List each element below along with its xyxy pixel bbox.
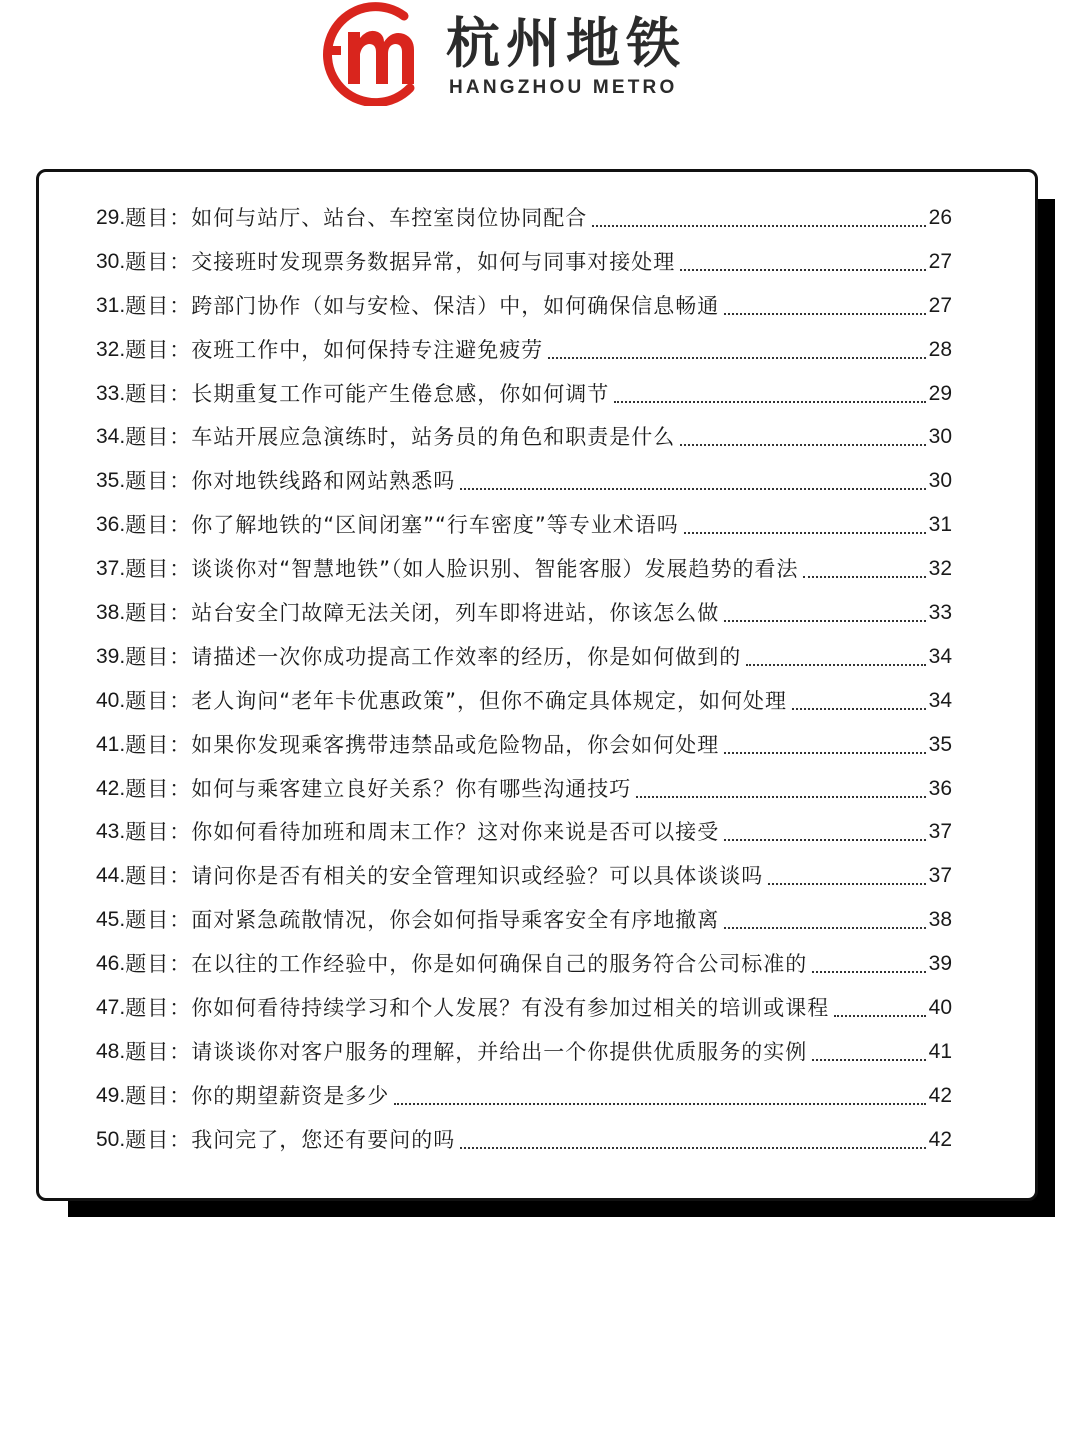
toc-entry-leader <box>724 600 925 626</box>
toc-entry[interactable] <box>96 547 952 591</box>
toc-entry-title: 如何与站厅、站台、车控室岗位协同配合 <box>191 205 588 230</box>
toc-entry[interactable] <box>96 767 952 811</box>
toc-entry-page: 39 <box>928 952 952 976</box>
toc-entry-title: 如果你发现乘客携带违禁品或危险物品，你会如何处理 <box>191 732 720 757</box>
toc-entry-title: 谈谈你对“智慧地铁”（如人脸识别、智能客服）发展趋势的看法 <box>191 557 799 582</box>
toc-entry-title: 面对紧急疏散情况，你会如何指导乘客安全有序地撤离 <box>191 908 720 933</box>
toc-entry-page: 27 <box>928 293 952 317</box>
toc-entry-leader <box>803 556 925 582</box>
toc-entry-title: 车站开展应急演练时，站务员的角色和职责是什么 <box>191 425 676 450</box>
toc-entry-leader <box>768 863 925 889</box>
toc-entry-label: 题目： <box>125 600 192 625</box>
toc-entry-leader <box>460 468 925 494</box>
toc-entry-title: 跨部门协作（如与安检、保洁）中，如何确保信息畅通 <box>191 293 720 318</box>
toc-entry-number: 43. <box>96 820 126 844</box>
toc-entry[interactable] <box>96 898 952 942</box>
toc-entry-number: 36. <box>96 513 126 537</box>
toc-entry-title: 请谈谈你对客户服务的理解，并给出一个你提供优质服务的实例 <box>191 1039 808 1064</box>
toc-entry-page: 42 <box>928 1127 952 1151</box>
toc-entry-label: 题目： <box>125 1083 192 1108</box>
toc-entry-number: 38. <box>96 600 126 624</box>
table-of-contents <box>96 196 952 1162</box>
toc-entry-label: 题目： <box>125 952 192 977</box>
toc-entry-number: 49. <box>96 1083 126 1107</box>
toc-entry-label: 题目： <box>125 995 192 1020</box>
toc-entry-label: 题目： <box>125 908 192 933</box>
toc-entry-title: 我问完了，您还有要问的吗 <box>191 1127 456 1152</box>
toc-entry-page: 30 <box>928 469 952 493</box>
toc-entry-title: 你如何看待持续学习和个人发展？有没有参加过相关的培训或课程 <box>191 995 830 1020</box>
toc-entry-title: 老人询问“老年卡优惠政策”，但你不确定具体规定，如何处理 <box>191 688 787 713</box>
toc-entry-title: 你了解地铁的“区间闭塞”“行车密度”等专业术语吗 <box>191 513 679 538</box>
toc-entry[interactable] <box>96 986 952 1030</box>
toc-entry[interactable] <box>96 942 952 986</box>
toc-entry-title: 在以往的工作经验中，你是如何确保自己的服务符合公司标准的 <box>191 952 808 977</box>
toc-entry-page: 37 <box>928 864 952 888</box>
toc-entry-leader <box>614 381 925 407</box>
toc-entry-page: 31 <box>928 513 952 537</box>
toc-entry[interactable] <box>96 240 952 284</box>
toc-entry-leader <box>724 819 925 845</box>
toc-entry-leader <box>592 205 925 231</box>
toc-entry-label: 题目： <box>125 820 192 845</box>
toc-entry-title: 请问你是否有相关的安全管理知识或经验？可以具体谈谈吗 <box>191 864 764 889</box>
toc-entry-page: 29 <box>928 381 952 405</box>
toc-entry-title: 夜班工作中，如何保持专注避免疲劳 <box>191 337 544 362</box>
toc-entry-leader <box>680 249 925 275</box>
toc-entry-leader <box>746 644 925 670</box>
toc-entry-page: 40 <box>928 995 952 1019</box>
toc-entry-page: 28 <box>928 337 952 361</box>
toc-entry[interactable] <box>96 679 952 723</box>
toc-entry-leader <box>680 424 925 450</box>
toc-entry-label: 题目： <box>125 381 192 406</box>
toc-entry-leader <box>812 1039 925 1065</box>
toc-entry-leader <box>548 337 925 363</box>
toc-entry-number: 50. <box>96 1127 126 1151</box>
toc-entry-number: 35. <box>96 469 126 493</box>
toc-entry-title: 你的期望薪资是多少 <box>191 1083 390 1108</box>
toc-entry[interactable] <box>96 284 952 328</box>
toc-entry-page: 36 <box>928 776 952 800</box>
toc-entry-label: 题目： <box>125 688 192 713</box>
toc-entry-label: 题目： <box>125 732 192 757</box>
toc-entry-page: 41 <box>928 1039 952 1063</box>
toc-entry-number: 47. <box>96 995 126 1019</box>
toc-entry[interactable] <box>96 591 952 635</box>
toc-entry-leader <box>724 907 925 933</box>
toc-entry-title: 站台安全门故障无法关闭，列车即将进站，你该怎么做 <box>191 600 720 625</box>
toc-entry-leader <box>460 1127 925 1153</box>
toc-entry-title: 如何与乘客建立良好关系？你有哪些沟通技巧 <box>191 776 632 801</box>
toc-entry[interactable] <box>96 854 952 898</box>
toc-entry-number: 48. <box>96 1039 126 1063</box>
toc-entry-number: 40. <box>96 688 126 712</box>
toc-entry-number: 32. <box>96 337 126 361</box>
toc-entry-leader <box>834 995 925 1021</box>
toc-entry-leader <box>724 293 925 319</box>
toc-entry-number: 45. <box>96 908 126 932</box>
logo-name-en: HANGZHOU METRO <box>449 77 678 98</box>
toc-entry-label: 题目： <box>125 644 192 669</box>
toc-entry[interactable] <box>96 328 952 372</box>
toc-entry-page: 27 <box>928 249 952 273</box>
toc-entry-title: 交接班时发现票务数据异常，如何与同事对接处理 <box>191 249 676 274</box>
toc-entry-number: 30. <box>96 249 126 273</box>
toc-entry[interactable] <box>96 810 952 854</box>
toc-entry-label: 题目： <box>125 425 192 450</box>
toc-entry-label: 题目： <box>125 469 192 494</box>
toc-entry-number: 42. <box>96 776 126 800</box>
toc-entry-leader <box>684 512 926 538</box>
toc-entry-page: 30 <box>928 425 952 449</box>
toc-entry-title: 你对地铁线路和网站熟悉吗 <box>191 469 456 494</box>
toc-entry-label: 题目： <box>125 513 192 538</box>
toc-entry-number: 34. <box>96 425 126 449</box>
toc-entry-page: 26 <box>928 205 952 229</box>
toc-entry-page: 34 <box>928 688 952 712</box>
toc-entry[interactable] <box>96 635 952 679</box>
toc-entry[interactable] <box>96 503 952 547</box>
toc-entry-label: 题目： <box>125 864 192 889</box>
toc-entry-label: 题目： <box>125 1127 192 1152</box>
toc-entry-label: 题目： <box>125 249 192 274</box>
toc-entry-leader <box>636 776 925 802</box>
toc-entry-number: 37. <box>96 557 126 581</box>
toc-entry-page: 34 <box>928 644 952 668</box>
toc-entry-label: 题目： <box>125 1039 192 1064</box>
toc-entry-number: 29. <box>96 205 126 229</box>
toc-entry[interactable] <box>96 723 952 767</box>
toc-entry-leader <box>812 951 925 977</box>
toc-entry[interactable] <box>96 1030 952 1074</box>
toc-entry[interactable] <box>96 1118 952 1162</box>
toc-entry-leader <box>394 1083 925 1109</box>
toc-entry-label: 题目： <box>125 205 192 230</box>
toc-entry-title: 长期重复工作可能产生倦怠感，你如何调节 <box>191 381 610 406</box>
toc-entry[interactable] <box>96 372 952 416</box>
toc-entry[interactable] <box>96 196 952 240</box>
toc-entry-page: 35 <box>928 732 952 756</box>
hangzhou-metro-logo-icon <box>318 2 434 106</box>
toc-entry-label: 题目： <box>125 293 192 318</box>
toc-entry-page: 32 <box>928 557 952 581</box>
toc-entry-title: 请描述一次你成功提高工作效率的经历，你是如何做到的 <box>191 644 742 669</box>
toc-entry-page: 42 <box>928 1083 952 1107</box>
toc-entry-number: 39. <box>96 644 126 668</box>
toc-entry-label: 题目： <box>125 557 192 582</box>
toc-entry-leader <box>724 732 925 758</box>
toc-entry[interactable] <box>96 459 952 503</box>
toc-entry-number: 44. <box>96 864 126 888</box>
toc-entry-number: 31. <box>96 293 126 317</box>
toc-entry-page: 33 <box>928 600 952 624</box>
toc-entry-page: 37 <box>928 820 952 844</box>
toc-entry-page: 38 <box>928 908 952 932</box>
toc-entry[interactable] <box>96 1074 952 1118</box>
toc-entry-label: 题目： <box>125 776 192 801</box>
toc-entry[interactable] <box>96 415 952 459</box>
logo-name-cn: 杭州地铁 <box>446 12 686 75</box>
toc-entry-leader <box>792 688 926 714</box>
toc-entry-title: 你如何看待加班和周末工作？这对你来说是否可以接受 <box>191 820 720 845</box>
toc-entry-number: 46. <box>96 952 126 976</box>
toc-entry-label: 题目： <box>125 337 192 362</box>
toc-entry-number: 33. <box>96 381 126 405</box>
header <box>0 0 1080 130</box>
toc-entry-number: 41. <box>96 732 126 756</box>
